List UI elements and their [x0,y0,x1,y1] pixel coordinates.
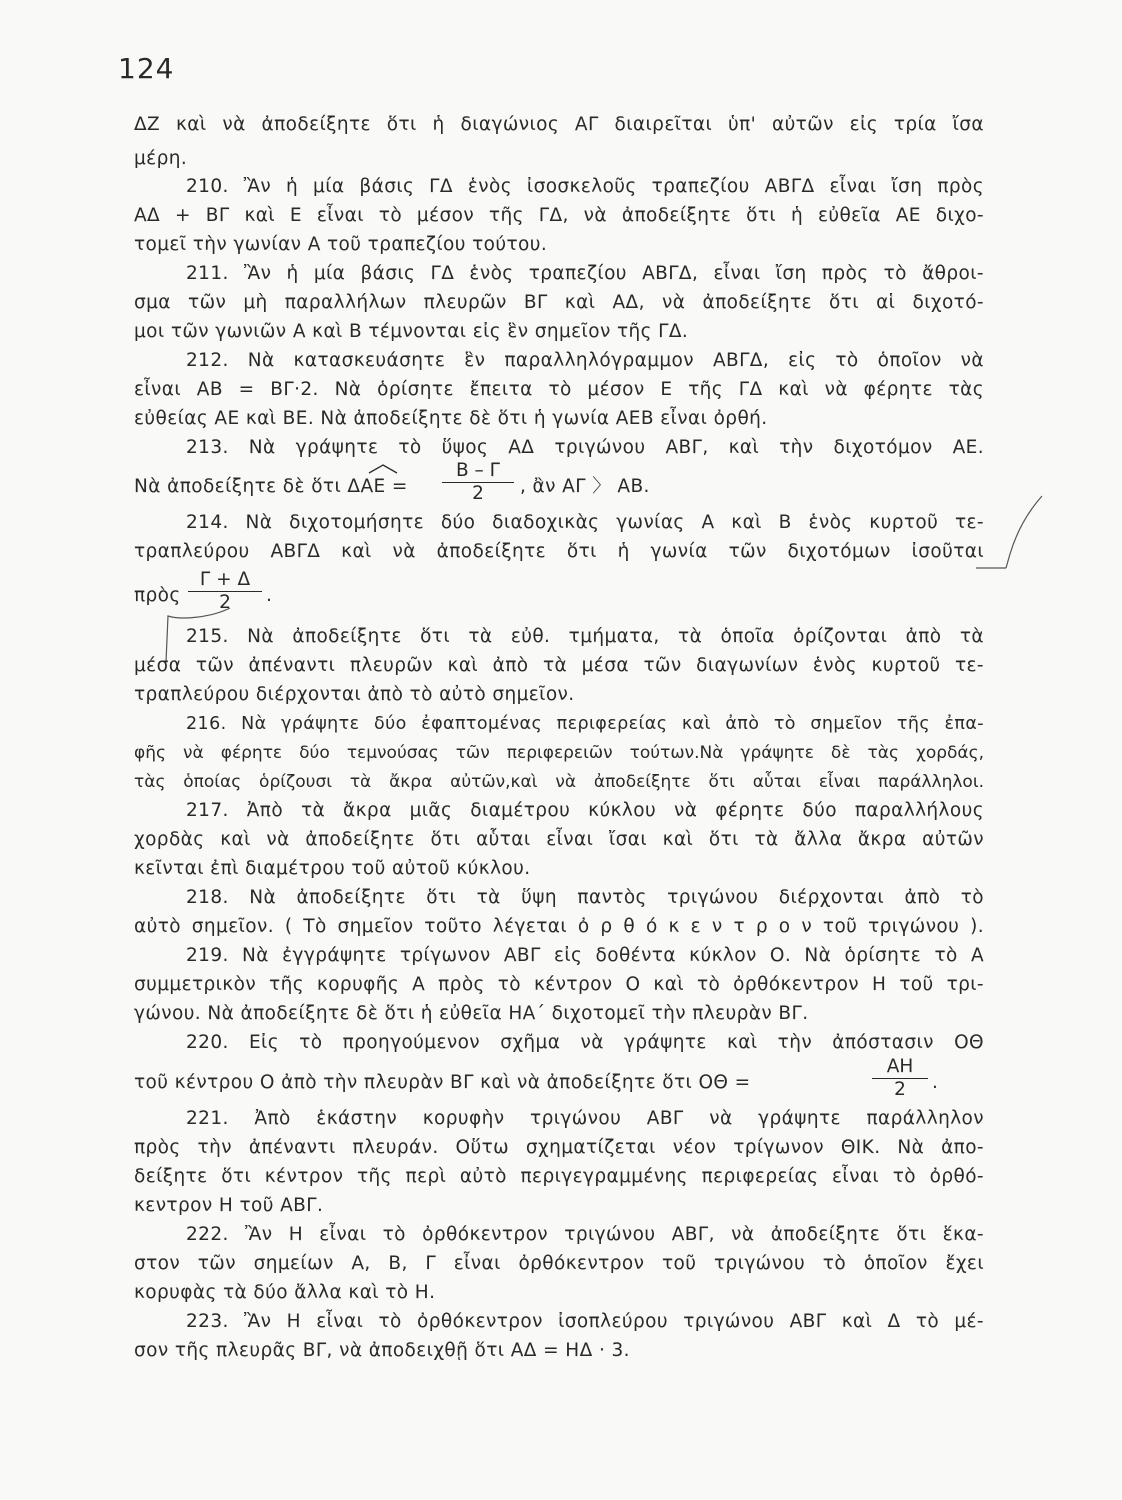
text-line: μέσα τῶν ἀπέναντι πλευρῶν καὶ ἀπὸ τὰ μέσα τῶν διαγωνίων ἑνὸς κυρτοῦ τε- [134,655,984,676]
exercise-218-line: 218. Νὰ ἀποδείξητε ὅτι τὰ ὕψη παντὸς τριγώνου διέρχονται ἀπὸ τὸ [186,887,984,908]
text-line-with-fraction: Νὰ ἀποδείξητε δὲ ὅτι ΔΑΕ = [134,476,408,497]
text-line: τραπλεύρου διέρχονται ἀπὸ τὸ αὐτὸ σημεῖον. [134,684,575,705]
page-number: 124 [118,52,175,85]
exercise-215-line: 215. Νὰ ἀποδείξητε ὅτι τὰ εὐθ. τμήματα, τὰ ὁποῖα ὁρίζονται ἀπὸ τὰ [186,626,984,647]
text-line: εἶναι ΑΒ = ΒΓ·2. Νὰ ὁρίσητε ἔπειτα τὸ μέσον Ε τῆς ΓΔ καὶ νὰ φέρητε τὰς [134,379,984,400]
exercise-212-line: 212. Νὰ κατασκευάσητε ἓν παραλληλόγραμμον ΑΒΓΔ, εἰς τὸ ὁποῖον νὰ [186,350,984,371]
angle-hat-mark [368,464,398,474]
fraction-numerator: ΑΗ [886,1056,914,1077]
text-line: κεντρον Η τοῦ ΑΒΓ. [134,1195,324,1216]
text-line: χορδὰς καὶ νὰ ἀποδείξητε ὅτι αὗται εἶναι ἴσαι καὶ ὅτι τὰ ἄλλα ἄκρα αὐτῶν [134,829,984,850]
text-line: τὰς ὁποίας ὁρίζουσι τὰ ἄκρα αὐτῶν,καὶ νὰ ἀποδείξητε ὅτι αὗται εἶναι παράλληλοι. [134,772,984,792]
text-line: ΑΔ + ΒΓ καὶ Ε εἶναι τὸ μέσον τῆς ΓΔ, νὰ ἀποδείξητε ὅτι ἡ εὐθεῖα ΑΕ διχο- [134,205,984,226]
exercise-223-line: 223. Ἂν Η εἶναι τὸ ὀρθόκεντρον ἰσοπλεύρου τριγώνου ΑΒΓ καὶ Δ τὸ μέ- [186,1311,984,1332]
text-line-continuation: . [266,585,273,606]
text-line: κεῖνται ἐπὶ διαμέτρου τοῦ αὐτοῦ κύκλου. [134,858,531,879]
fraction-numerator: Β – Γ [455,460,500,481]
text-line: κορυφὰς τὰ δύο ἄλλα καὶ τὸ Η. [134,1282,436,1303]
fraction-ah-over-2 [870,1056,930,1101]
text-line: σμα τῶν μὴ παραλλήλων πλευρῶν ΒΓ καὶ ΑΔ, νὰ ἀποδείξητε ὅτι αἱ διχοτό- [134,292,984,313]
text-line: γώνου. Νὰ ἀποδείξητε δὲ ὅτι ἡ εὐθεῖα ΗΑ΄ διχοτομεῖ τὴν πλευρὰν ΒΓ. [134,1003,809,1024]
text-line: πρὸς τὴν ἀπέναντι πλευράν. Οὕτω σχηματίζεται νέον τρίγωνον ΘΙΚ. Νὰ ἀπο- [134,1137,984,1158]
text-line: ΔΖ καὶ νὰ ἀποδείξητε ὅτι ἡ διαγώνιος ΑΓ διαιρεῖται ὑπ' αὐτῶν εἰς τρία ἴσα [134,114,984,135]
text-line-with-fraction: πρὸς [134,585,181,606]
pencil-margin-mark [976,494,1046,574]
text-line: στον τῶν σημείων Α, Β, Γ εἶναι ὀρθόκεντρον τοῦ τριγώνου τὸ ὁποῖον ἔχει [134,1253,984,1274]
text-line: αὐτὸ σημεῖον. ( Τὸ σημεῖον τοῦτο λέγεται ὀ ρ θ ό κ ε ν τ ρ ο ν τοῦ τριγώνου ). [134,916,984,937]
text-line: τραπλεύρου ΑΒΓΔ καὶ νὰ ἀποδείξητε ὅτι ἡ γωνία τῶν διχοτόμων ἰσοῦται [134,541,984,562]
exercise-211-line: 211. Ἂν ἡ μία βάσις ΓΔ ἑνὸς τραπεζίου ΑΒΓΔ, εἶναι ἴση πρὸς τὸ ἄθροι- [186,263,984,284]
text-line: φῆς νὰ φέρητε δύο τεμνούσας τῶν περιφερειῶν τούτων.Νὰ γράψητε δὲ τὰς χορδάς, [134,743,984,763]
text-line: τομεῖ τὴν γωνίαν Α τοῦ τραπεζίου τούτου. [134,234,548,255]
exercise-222-line: 222. Ἂν Η εἶναι τὸ ὀρθόκεντρον τριγώνου ΑΒΓ, νὰ ἀποδείξητε ὅτι ἕκα- [186,1224,984,1245]
exercise-216-line: 216. Νὰ γράψητε δύο ἐφαπτομένας περιφερείας καὶ ἀπὸ τὸ σημεῖον τῆς ἐπα- [186,714,984,734]
text-line: εὐθείας ΑΕ καὶ ΒΕ. Νὰ ἀποδείξητε δὲ ὅτι ἡ γωνία ΑΕΒ εἶναι ὀρθή. [134,408,768,429]
fraction-numerator: Γ + Δ [199,569,251,590]
exercise-217-line: 217. Ἀπὸ τὰ ἄκρα μιᾶς διαμέτρου κύκλου νὰ φέρητε δύο παραλλήλους [186,800,984,821]
text-line: μοι τῶν γωνιῶν Α καὶ Β τέμνονται εἰς ἓν σημεῖον τῆς ΓΔ. [134,321,689,342]
exercise-220-line: 220. Εἰς τὸ προηγούμενον σχῆμα νὰ γράψητε καὶ τὴν ἀπόστασιν ΟΘ [186,1032,984,1053]
exercise-210-line: 210. Ἂν ἡ μία βάσις ΓΔ ἑνὸς ἰσοσκελοῦς τραπεζίου ΑΒΓΔ εἶναι ἴση πρὸς [186,176,984,197]
text-line: δείξητε ὅτι κέντρον τῆς περὶ αὐτὸ περιγεγραμμένης περιφερείας εἶναι τὸ ὀρθό- [134,1166,984,1187]
exercise-213-line: 213. Νὰ γράψητε τὸ ὕψος ΑΔ τριγώνου ΑΒΓ, καὶ τὴν διχοτόμον ΑΕ. [186,437,984,458]
text-line-continuation: . [932,1072,939,1093]
text-line-continuation: , ἂν ΑΓ 〉 ΑΒ. [520,476,650,497]
text-line: σον τῆς πλευρᾶς ΒΓ, νὰ ἀποδειχθῇ ὅτι ΑΔ = ΗΔ · 3. [134,1340,630,1361]
fraction-denominator: 2 [219,592,231,613]
text-line-with-fraction: τοῦ κέντρου Ο ἀπὸ τὴν πλευρὰν ΒΓ καὶ νὰ ἀποδείξητε ὅτι ΟΘ = [134,1072,751,1093]
fraction-b-minus-g [440,460,516,505]
exercise-214-line: 214. Νὰ διχοτομήσητε δύο διαδοχικὰς γωνίας Α καὶ Β ἑνὸς κυρτοῦ τε- [186,512,984,533]
fraction-denominator: 2 [472,483,484,504]
text-line: συμμετρικὸν τῆς κορυφῆς Α πρὸς τὸ κέντρον Ο καὶ τὸ ὀρθόκεντρον Η τοῦ τρι- [134,974,984,995]
text-line: μέρη. [134,148,188,169]
exercise-219-line: 219. Νὰ ἐγγράψητε τρίγωνον ΑΒΓ εἰς δοθέντα κύκλον Ο. Νὰ ὁρίσητε τὸ Α [186,945,984,966]
fraction-denominator: 2 [894,1079,906,1100]
exercise-221-line: 221. Ἀπὸ ἑκάστην κορυφὴν τριγώνου ΑΒΓ νὰ γράψητε παράλληλον [186,1108,984,1129]
